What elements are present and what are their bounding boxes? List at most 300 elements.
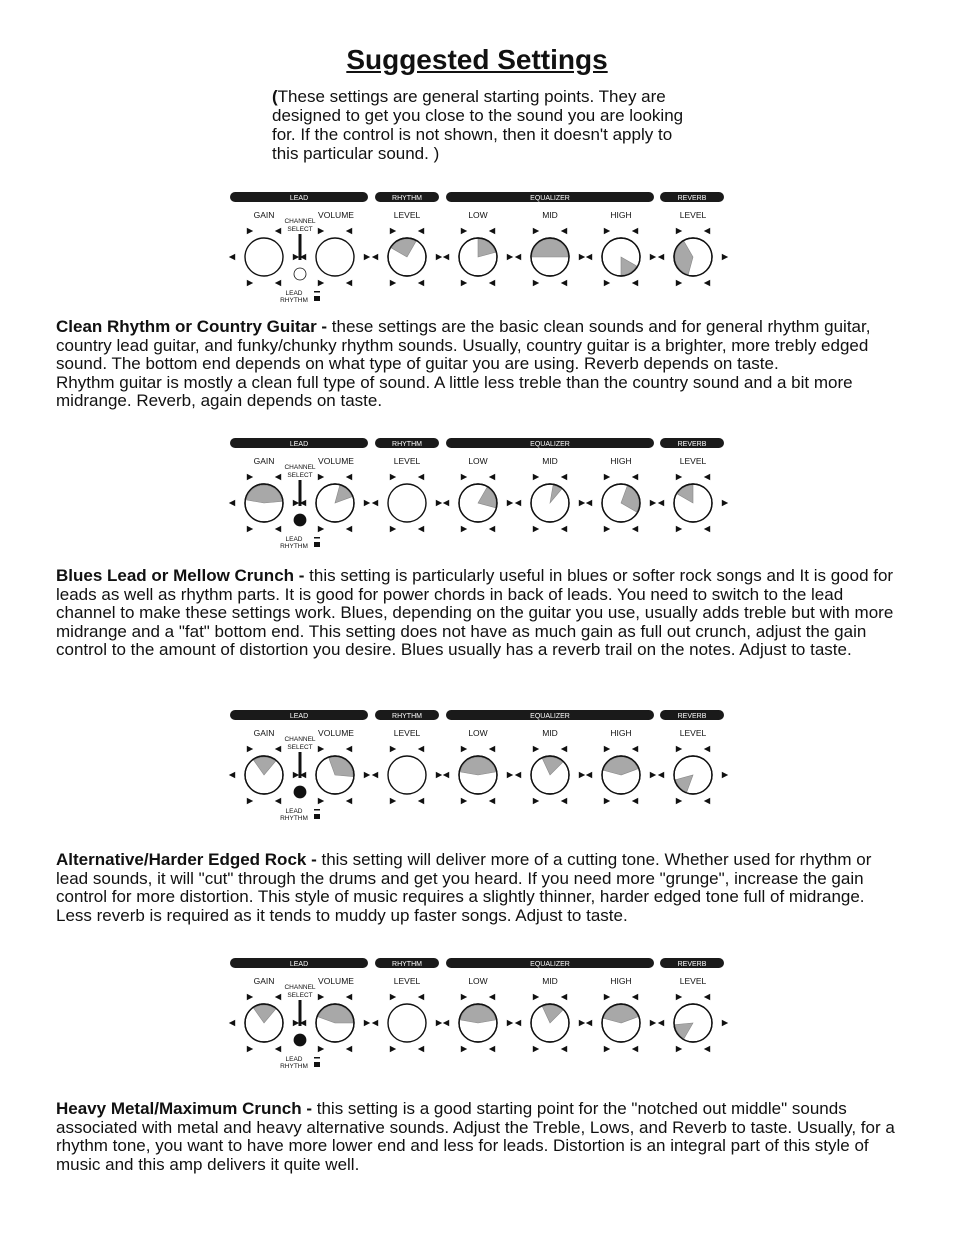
knob-marker [461,474,467,480]
knob-label: GAIN [253,976,275,986]
knob-marker [418,746,424,752]
knob-marker [658,1020,664,1026]
knob-marker [247,994,253,1000]
channel-switch-lever [299,480,302,506]
knob-marker [489,798,495,804]
knob-circle [388,1004,426,1042]
knob-marker [650,500,656,506]
knob-marker [346,228,352,234]
channel-switch-lever [299,752,302,778]
knob-marker [275,280,281,286]
channel-select [280,984,320,1070]
knob-marker [489,526,495,532]
switch-down-icon [314,1062,320,1067]
knob-marker [658,772,664,778]
settings-panel-3 [224,707,734,829]
switch-up-icon [314,537,320,539]
knob-marker [507,772,513,778]
mid-knob [515,210,585,286]
equalizer-section-bar-label: EQUALIZER [530,713,570,720]
knob-circle [316,238,354,276]
low-knob [443,976,513,1052]
knob-marker [418,280,424,286]
switch-lead-label: LEAD [285,1056,303,1063]
knob-marker [418,526,424,532]
knob-label: GAIN [253,728,275,738]
low-knob [443,728,513,804]
knob-marker [604,798,610,804]
knob-marker [318,798,324,804]
setting-heading: Clean Rhythm or Country Guitar - [56,317,332,336]
knob-setting-wedge [542,1005,562,1023]
knob-marker [372,254,378,260]
knob-setting-wedge [675,1023,693,1039]
knob-marker [586,500,592,506]
knob-label: MID [542,210,558,220]
knob-marker [318,994,324,1000]
knob-label: VOLUME [318,456,354,466]
knob-marker [390,798,396,804]
setting-description-4 [56,1100,904,1174]
knob-circle [388,484,426,522]
knob-marker [461,1046,467,1052]
knob-marker [604,474,610,480]
knob-marker [676,746,682,752]
knob-marker [722,500,728,506]
switch-up-icon [314,809,320,811]
knob-label: GAIN [253,456,275,466]
knob-marker [632,526,638,532]
knob-marker [489,280,495,286]
knob-marker [604,526,610,532]
knob-marker [372,500,378,506]
knob-marker [561,1046,567,1052]
mid-knob [515,728,585,804]
knob-marker [533,798,539,804]
lead-section-bar-label: LEAD [289,713,309,720]
knob-marker [632,280,638,286]
high-knob [586,456,656,532]
rhythm-section-bar-label: RHYTHM [392,713,422,720]
knob-marker [515,1020,521,1026]
low-knob [443,210,513,286]
knob-label: LOW [468,456,488,466]
knob-marker [507,500,513,506]
level-knob [372,456,442,532]
knob-marker [443,254,449,260]
knob-label: LOW [468,210,488,220]
knob-label: LEVEL [393,210,421,220]
knob-marker [658,500,664,506]
channel-led [294,514,306,526]
knob-setting-wedge [254,757,276,775]
knob-marker [418,1046,424,1052]
knob-marker [676,228,682,234]
lead-section-bar-label: LEAD [289,441,309,448]
knob-marker [704,746,710,752]
knob-marker [443,1020,449,1026]
knob-marker [247,474,253,480]
knob-marker [436,1020,442,1026]
knob-setting-wedge [676,775,693,792]
knob-marker [704,1046,710,1052]
switch-down-icon [314,542,320,547]
low-knob [443,456,513,532]
switch-rhythm-label: RHYTHM [280,543,308,550]
knob-marker [318,1046,324,1052]
knob-marker [436,500,442,506]
knob-marker [247,228,253,234]
switch-lead-label: LEAD [285,536,303,543]
knob-marker [561,280,567,286]
setting-heading: Heavy Metal/Maximum Crunch - [56,1099,317,1118]
lead-section-bar-label: LEAD [289,195,309,202]
channel-select [280,736,320,822]
knob-marker [364,772,370,778]
channel-select-label: SELECT [287,992,313,999]
channel-select-label: SELECT [287,472,313,479]
channel-select-label: CHANNEL [284,984,316,991]
knob-marker [722,1020,728,1026]
switch-rhythm-label: RHYTHM [280,297,308,304]
knob-marker [461,798,467,804]
reverb-level-knob [658,976,728,1052]
knob-marker [561,228,567,234]
channel-select-label: CHANNEL [284,464,316,471]
knob-label: LEVEL [679,210,707,220]
knob-label: VOLUME [318,976,354,986]
knob-marker [579,500,585,506]
knob-label: LEVEL [393,976,421,986]
knob-marker [275,798,281,804]
knob-marker [275,1046,281,1052]
knob-marker [533,228,539,234]
rhythm-section-bar-label: RHYTHM [392,961,422,968]
knob-label: LEVEL [393,456,421,466]
knob-marker [346,994,352,1000]
knob-marker [418,474,424,480]
knob-marker [650,772,656,778]
knob-marker [586,1020,592,1026]
knob-setting-wedge [335,486,352,503]
intro-text [272,87,692,163]
knob-marker [632,1046,638,1052]
knob-marker [515,772,521,778]
knob-marker [561,746,567,752]
channel-select-label: SELECT [287,226,313,233]
knob-marker [364,500,370,506]
knob-marker [390,1046,396,1052]
setting-body: this setting will deliver more of a cutting tone. Whether used for rhythm or lead sounds, it will "cut" through the drums and get you heard. If you need more "grunge", increase the gain control for more distortion. This style of music requires a slightly thinner, harder edged tone full of midrange. Less reverb is required as it tends to muddy up faster songs. Adjust to taste. [56,850,872,925]
knob-label: MID [542,976,558,986]
knob-marker [604,994,610,1000]
knob-marker [390,526,396,532]
knob-marker [372,772,378,778]
switch-up-icon [314,291,320,293]
knob-marker [275,994,281,1000]
knob-marker [489,474,495,480]
knob-marker [632,798,638,804]
knob-marker [489,1046,495,1052]
knob-marker [443,772,449,778]
channel-led [294,268,306,280]
knob-marker [318,228,324,234]
knob-marker [390,280,396,286]
knob-marker [658,254,664,260]
setting-description-2 [56,567,904,660]
knob-marker [561,994,567,1000]
knob-marker [275,228,281,234]
knob-setting-wedge [329,757,353,777]
knob-marker [247,526,253,532]
knob-marker [489,994,495,1000]
knob-marker [586,254,592,260]
knob-marker [533,280,539,286]
knob-marker [704,994,710,1000]
settings-panel-2 [224,435,734,557]
knob-marker [318,526,324,532]
knob-marker [632,228,638,234]
level-knob [372,976,442,1052]
knob-marker [676,1046,682,1052]
knob-marker [275,746,281,752]
channel-select-label: CHANNEL [284,218,316,225]
settings-panel-4 [224,955,734,1077]
knob-marker [461,526,467,532]
knob-marker [489,746,495,752]
knob-label: LEVEL [679,456,707,466]
knob-marker [418,798,424,804]
knob-marker [293,500,299,506]
knob-label: VOLUME [318,728,354,738]
setting-heading: Alternative/Harder Edged Rock - [56,850,322,869]
knob-marker [443,500,449,506]
setting-body-2: Rhythm guitar is mostly a clean full type of sound. A little less treble than the country sound and a bit more midrange. Reverb, again depends on taste. [56,372,853,411]
knob-marker [247,746,253,752]
knob-marker [229,500,235,506]
switch-down-icon [314,296,320,301]
channel-select-label: SELECT [287,744,313,751]
knob-marker [390,228,396,234]
knob-marker [704,280,710,286]
knob-marker [579,772,585,778]
reverb-section-bar-label: REVERB [677,713,707,720]
reverb-level-knob [658,456,728,532]
knob-marker [461,746,467,752]
knob-marker [418,228,424,234]
knob-marker [418,994,424,1000]
channel-switch-lever [299,1000,302,1026]
knob-marker [346,1046,352,1052]
knob-label: LOW [468,976,488,986]
knob-label: MID [542,728,558,738]
knob-marker [676,474,682,480]
switch-down-icon [314,814,320,819]
channel-select [280,464,320,550]
knob-marker [461,228,467,234]
knob-marker [346,526,352,532]
knob-marker [507,254,513,260]
high-knob [586,976,656,1052]
knob-marker [390,474,396,480]
knob-marker [586,772,592,778]
knob-marker [632,994,638,1000]
switch-lead-label: LEAD [285,290,303,297]
knob-marker [507,1020,513,1026]
knob-marker [275,526,281,532]
knob-marker [676,798,682,804]
knob-marker [604,280,610,286]
knob-marker [533,994,539,1000]
knob-marker [229,1020,235,1026]
knob-marker [561,474,567,480]
knob-marker [318,746,324,752]
channel-led [294,786,306,798]
setting-body: these settings are the basic clean sounds and for general rhythm guitar, country lead guitar, and funky/chunky rhythm sounds. Usually, country guitar is a brighter, more trebly edged sound. The bottom end depends on what type of guitar you are using. Reverb depends on taste. [56,317,871,374]
knob-circle [245,238,283,276]
equalizer-section-bar-label: EQUALIZER [530,195,570,202]
knob-marker [346,746,352,752]
knob-marker [229,254,235,260]
knob-marker [704,798,710,804]
knob-marker [704,474,710,480]
lead-section-bar-label: LEAD [289,961,309,968]
knob-marker [436,254,442,260]
knob-marker [293,772,299,778]
knob-marker [561,798,567,804]
knob-label: LEVEL [679,976,707,986]
settings-panel-1 [224,189,734,311]
reverb-section-bar-label: REVERB [677,961,707,968]
knob-marker [604,228,610,234]
knob-setting-wedge [550,485,562,503]
knob-marker [604,746,610,752]
intro-body: These settings are general starting points. They are designed to get you close to the sound you are looking for. If the control is not shown, then it doesn't apply to this particular sound. ) [272,87,684,163]
setting-description-3 [56,851,904,925]
setting-heading: Blues Lead or Mellow Crunch - [56,566,310,585]
switch-rhythm-label: RHYTHM [280,1063,308,1070]
knob-label: LOW [468,728,488,738]
channel-select-label: CHANNEL [284,736,316,743]
channel-switch-lever [299,234,302,260]
mid-knob [515,456,585,532]
knob-label: LEVEL [393,728,421,738]
reverb-level-knob [658,728,728,804]
knob-marker [533,746,539,752]
knob-marker [229,772,235,778]
knob-marker [346,474,352,480]
knob-marker [632,746,638,752]
switch-up-icon [314,1057,320,1059]
knob-marker [533,1046,539,1052]
equalizer-section-bar-label: EQUALIZER [530,961,570,968]
knob-marker [650,254,656,260]
knob-marker [390,746,396,752]
knob-marker [704,228,710,234]
knob-marker [604,1046,610,1052]
high-knob [586,210,656,286]
knob-marker [533,526,539,532]
knob-marker [275,474,281,480]
knob-marker [372,1020,378,1026]
knob-marker [461,280,467,286]
setting-description-1 [56,318,904,411]
reverb-level-knob [658,210,728,286]
equalizer-section-bar-label: EQUALIZER [530,441,570,448]
switch-rhythm-label: RHYTHM [280,815,308,822]
knob-marker [247,1046,253,1052]
knob-setting-wedge [478,239,495,257]
knob-label: HIGH [610,210,632,220]
knob-label: VOLUME [318,210,354,220]
knob-marker [364,254,370,260]
channel-led [294,1034,306,1046]
knob-circle [388,756,426,794]
mid-knob [515,976,585,1052]
channel-select [280,218,320,304]
knob-marker [704,526,710,532]
knob-label: HIGH [610,456,632,466]
switch-lead-label: LEAD [285,808,303,815]
knob-marker [489,228,495,234]
level-knob [372,728,442,804]
page-title: Suggested Settings [346,44,608,75]
level-knob [372,210,442,286]
knob-label: MID [542,456,558,466]
knob-marker [515,254,521,260]
knob-marker [722,772,728,778]
knob-setting-wedge [254,1005,276,1023]
intro-paren: ( [272,87,278,106]
knob-marker [722,254,728,260]
knob-marker [632,474,638,480]
knob-setting-wedge [532,239,568,257]
rhythm-section-bar-label: RHYTHM [392,195,422,202]
reverb-section-bar-label: REVERB [677,195,707,202]
knob-marker [293,1020,299,1026]
knob-setting-wedge [542,757,562,775]
knob-setting-wedge [621,486,639,512]
setting-body: this setting is a good starting point for the "notched out middle" sounds associated with metal and heavy alternative sounds. Adjust the Treble, Lows, and Reverb to taste. Usually, for a rhythm tone, you want to have more lower end and less for leads. Distortion is an integral part of this style of music and this amp delivers it quite well. [56,1099,895,1174]
knob-marker [515,500,521,506]
knob-setting-wedge [677,485,693,503]
knob-marker [247,280,253,286]
knob-setting-wedge [478,487,496,507]
knob-marker [533,474,539,480]
knob-marker [579,1020,585,1026]
knob-marker [650,1020,656,1026]
knob-marker [247,798,253,804]
knob-marker [318,474,324,480]
rhythm-section-bar-label: RHYTHM [392,441,422,448]
knob-marker [390,994,396,1000]
knob-setting-wedge [621,257,637,275]
knob-marker [346,280,352,286]
knob-label: HIGH [610,728,632,738]
knob-marker [364,1020,370,1026]
knob-marker [561,526,567,532]
knob-marker [436,772,442,778]
knob-marker [346,798,352,804]
setting-body: this setting is particularly useful in blues or softer rock songs and It is good for leads as well as rhythm parts. It is good for power chords in back of leads. You need to switch to the lead channel to make these settings work. Blues, depending on the guitar you use, usually adds treble but with more midrange and a "fat" bottom end. This setting does not have as much gain as full out crunch, adjust the gain control to the amount of distortion you desire. Blues usually has a reverb trail on the notes. Adjust to taste. [56,566,894,660]
knob-label: GAIN [253,210,275,220]
knob-label: HIGH [610,976,632,986]
knob-marker [676,526,682,532]
knob-marker [293,254,299,260]
reverb-section-bar-label: REVERB [677,441,707,448]
knob-marker [676,994,682,1000]
knob-marker [579,254,585,260]
